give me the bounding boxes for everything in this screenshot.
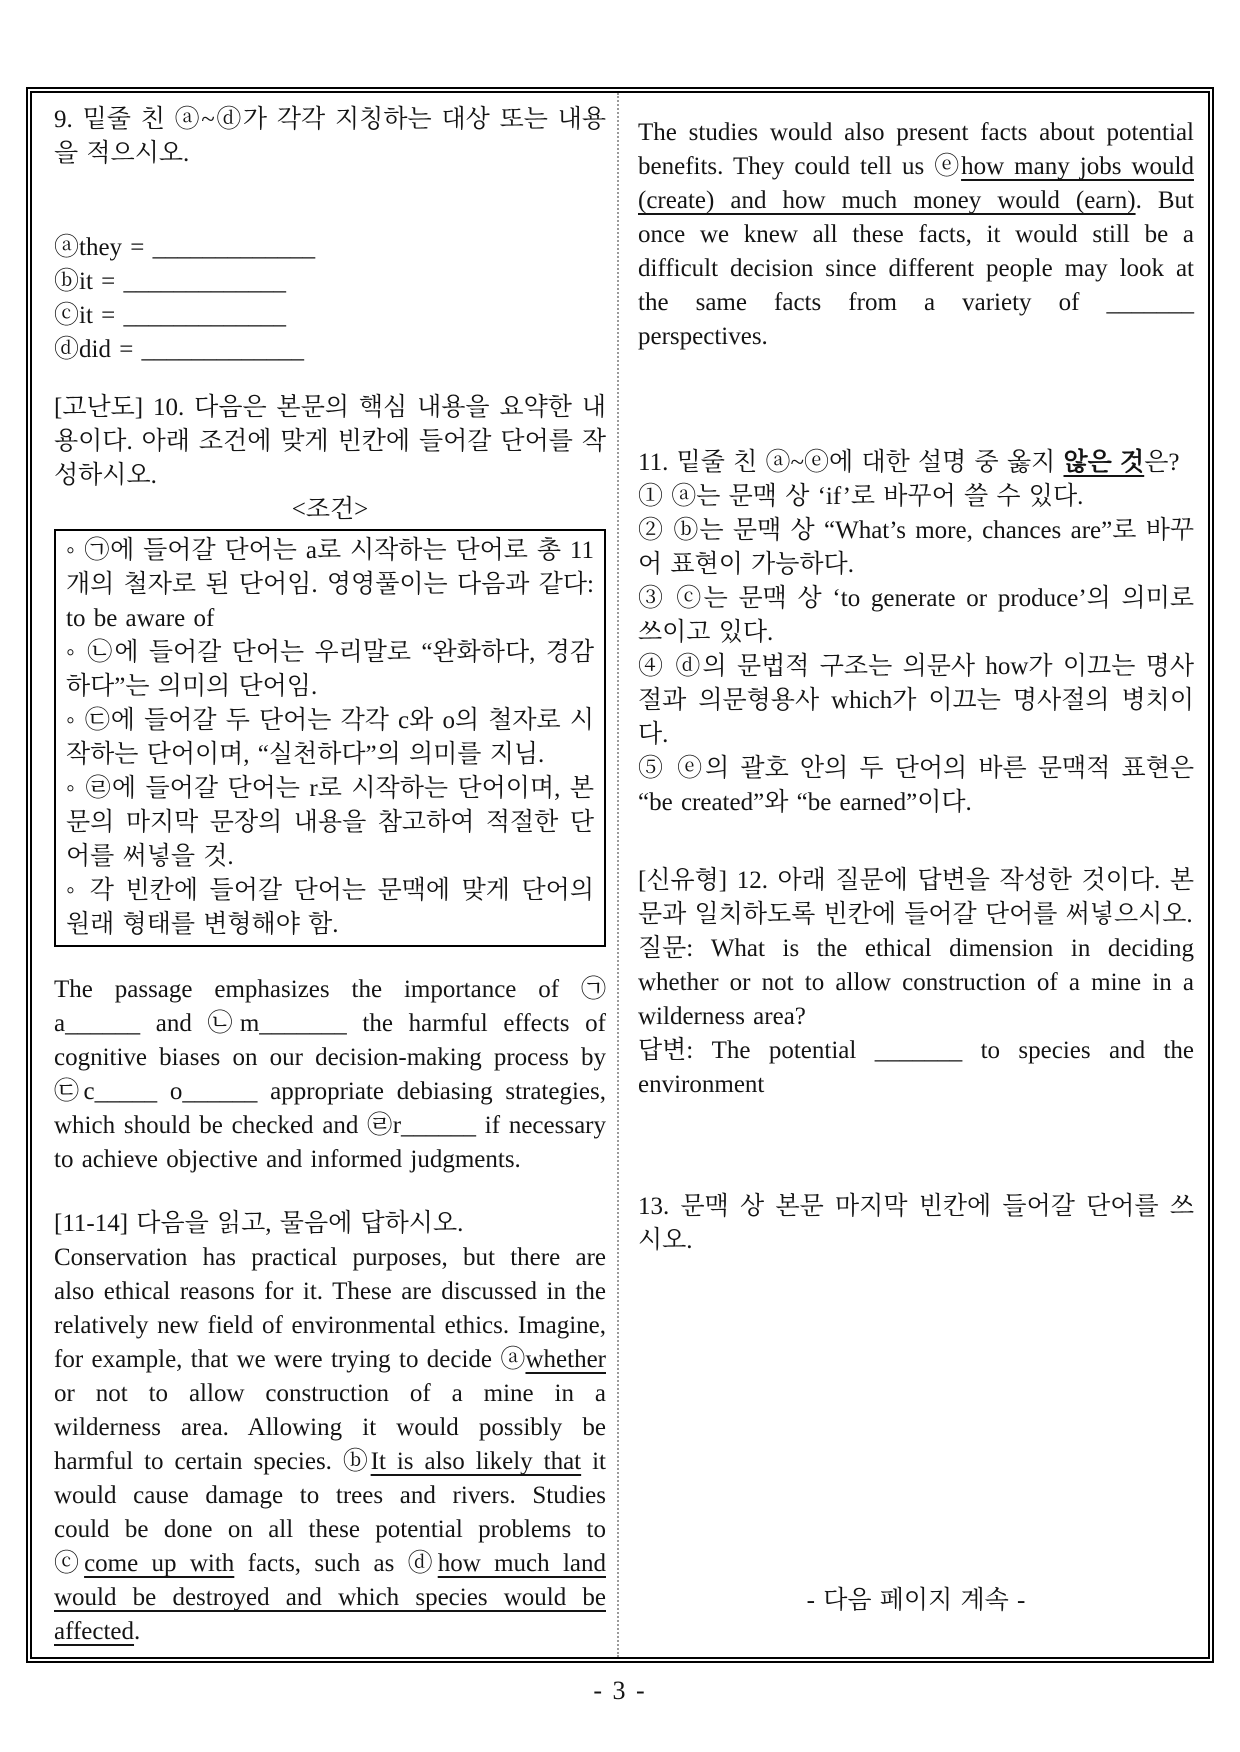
condition-item: ◦ ㉢에 들어갈 두 단어는 각각 c와 o의 철자로 시작하는 단어이며, “실천하다”의 의미를 지님. — [66, 707, 594, 768]
q11-option-3: ③ ⓒ는 문맥 상 ‘to generate or produce’의 의미로 쓰이고 있다. — [638, 585, 1194, 646]
q10-summary-paragraph: The passage emphasizes the importance of ㉠a______ and ㉡m_______ the harmful effects of cognitive biases on our decision-making process by ㉢c_____ o______ appropriate debiasing strategies, which should be checked and ㉣r______ if necessary to achieve objective and informed judgments. — [54, 976, 606, 1173]
passage-text: or not to allow construction of a mine in a wilderness area. Allowing it would possibly be harmful to certain species. ⓑ — [54, 1380, 606, 1475]
q12-question: 질문: What is the ethical dimension in deciding whether or not to allow construction of a mine in a wilderness area? — [638, 935, 1194, 1030]
q9-blank-c: ⓒit = _____________ — [54, 302, 286, 329]
condition-item: ◦ 각 빈칸에 들어갈 단어는 문맥에 맞게 단어의 원래 형태를 변형해야 함. — [66, 877, 594, 938]
page-number: - 3 - — [593, 1676, 647, 1705]
q9-blank-d: ⓓdid = _____________ — [54, 336, 305, 363]
q11-option-2: ② ⓑ는 문맥 상 “What’s more, chances are”로 바꾸어 표현이 가능하다. — [638, 517, 1194, 578]
left-column — [54, 93, 606, 1649]
q9-title: 9. 밑줄 친 ⓐ~ⓓ가 각각 지칭하는 대상 또는 내용을 적으시오. — [54, 106, 606, 167]
passage-set-heading: [11-14] 다음을 읽고, 물음에 답하시오. — [54, 1210, 464, 1237]
q12-title: [신유형] 12. 아래 질문에 답변을 작성한 것이다. 본문과 일치하도록 빈칸에 들어갈 단어를 써넣으시오. — [638, 867, 1194, 928]
passage-text: The studies would also present facts about potential benefits. They could tell us ⓔ — [638, 119, 1194, 180]
q10-title: [고난도] 10. 다음은 본문의 핵심 내용을 요약한 내용이다. 아래 조건에 맞게 빈칸에 들어갈 단어를 작성하시오. — [54, 394, 606, 489]
condition-item: ◦ ㉡에 들어갈 단어는 우리말로 “완화하다, 경감하다”는 의미의 단어임. — [66, 639, 594, 700]
page-frame — [26, 87, 1214, 1663]
passage-text: it would cause damage to trees and rivers. Studies could be done on all these potential problems to ⓒ — [54, 1448, 606, 1577]
q11-option-5: ⑤ ⓔ의 괄호 안의 두 단어의 바른 문맥적 표현은 “be created”와 “be earned”이다. — [638, 755, 1194, 816]
q12-answer: 답변: The potential _______ to species and the environment — [638, 1037, 1194, 1098]
q10-condition-label: <조건> — [291, 496, 369, 523]
q9-answer-blanks — [54, 231, 606, 367]
q11-options — [638, 480, 1194, 820]
column-divider — [617, 93, 619, 1657]
continue-next-page-label: - 다음 페이지 계속 - — [806, 1587, 1026, 1614]
q11-title-text: 은? — [1144, 449, 1180, 476]
q11-title-emphasis: 않은 것 — [1063, 449, 1145, 476]
q11-title-text: 11. 밑줄 친 ⓐ~ⓔ에 대한 설명 중 옳지 — [638, 449, 1064, 476]
passage-text: . — [134, 1618, 141, 1645]
underlined-e: how many jobs would (create) and how much money would (earn) — [638, 153, 1194, 214]
underlined-c: come up with — [84, 1550, 235, 1577]
underlined-d: how much land would be destroyed and which species would be affected — [54, 1550, 606, 1645]
q11-title — [638, 446, 1194, 480]
right-column — [638, 93, 1194, 1618]
q9-blank-a: ⓐthey = _____________ — [54, 234, 316, 261]
condition-item: ◦ ㉣에 들어갈 단어는 r로 시작하는 단어이며, 본문의 마지막 문장의 내용을 참고하여 적절한 단어를 써넣을 것. — [66, 775, 594, 870]
passage-text: . But once we knew all these facts, it would still be a difficult decision since different people may look at the same facts from a variety of _______ perspectives. — [638, 187, 1194, 350]
passage-text: facts, such as ⓓ — [234, 1550, 438, 1577]
q10-condition-box — [54, 529, 606, 947]
q9-blank-b: ⓑit = _____________ — [54, 268, 286, 295]
q11-option-4: ④ ⓓ의 문법적 구조는 의문사 how가 이끄는 명사절과 의문형용사 which가 이끄는 명사절의 병치이다. — [638, 653, 1194, 748]
reading-passage-part2 — [638, 116, 1194, 354]
underlined-b: It is also likely that — [370, 1448, 582, 1475]
condition-item: ◦ ㉠에 들어갈 단어는 a로 시작하는 단어로 총 11개의 철자로 된 단어임. 영영풀이는 다음과 같다: to be aware of — [66, 537, 594, 632]
q13-title: 13. 문맥 상 본문 마지막 빈칸에 들어갈 단어를 쓰시오. — [638, 1193, 1194, 1254]
reading-passage-part1 — [54, 1241, 606, 1649]
q11-option-1: ① ⓐ는 문맥 상 ‘if’로 바꾸어 쓸 수 있다. — [638, 483, 1084, 510]
q12-block — [638, 864, 1194, 1102]
passage-text: Conservation has practical purposes, but there are also ethical reasons for it. These are discussed in the relatively new field of environmental ethics. Imagine, for example, that we were trying to decide ⓐ — [54, 1244, 606, 1373]
underlined-a: whether — [525, 1346, 606, 1373]
